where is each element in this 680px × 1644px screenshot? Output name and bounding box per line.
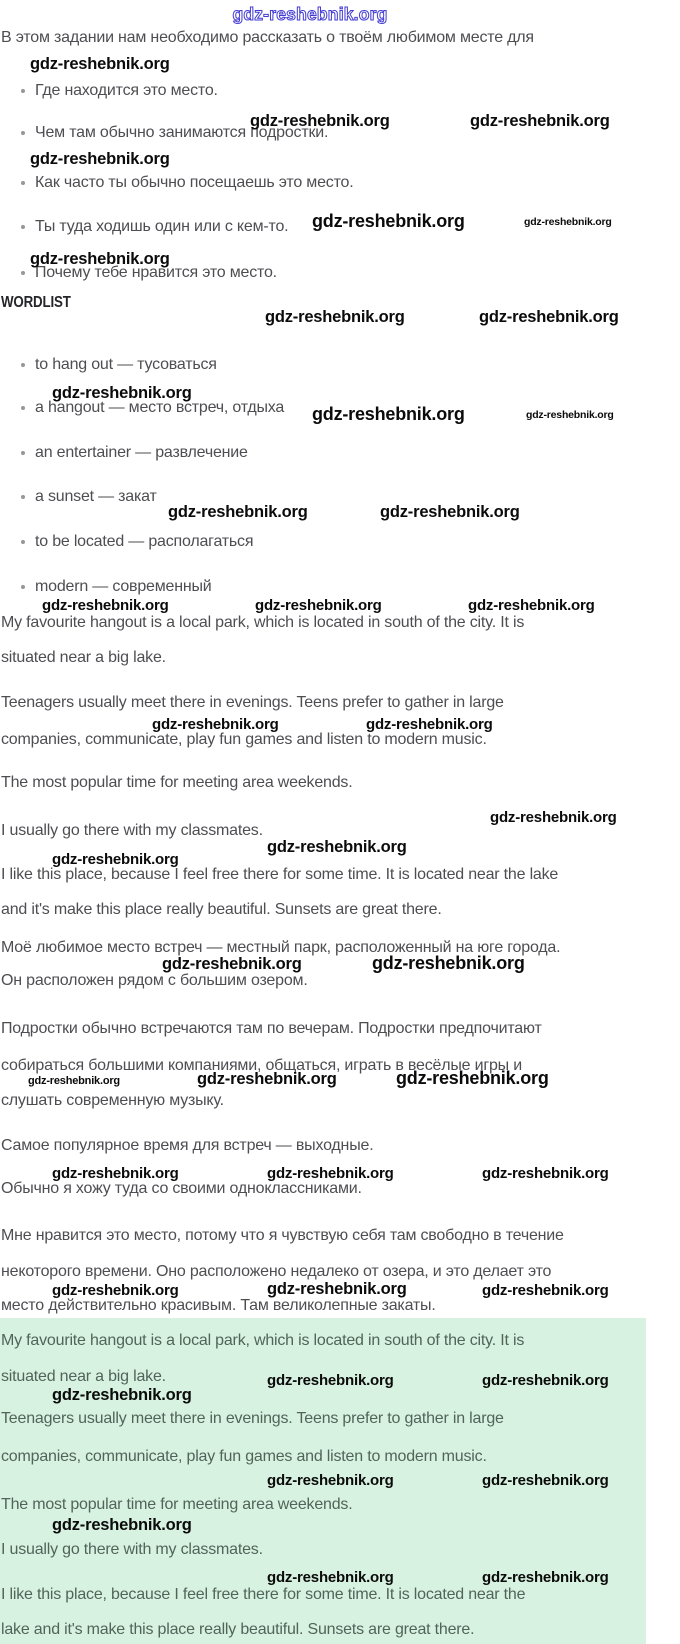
intro-line — [1, 29, 534, 47]
wordlist-heading: WORDLIST — [1, 294, 71, 311]
wordlist-item — [35, 533, 253, 551]
watermark: gdz-reshebnik.org — [479, 308, 619, 326]
watermark: gdz-reshebnik.org — [468, 597, 595, 614]
answer-ru-line — [1, 1227, 564, 1245]
text: to hang out — тусоваться — [35, 356, 217, 373]
answer-en-line — [1, 731, 487, 749]
bullet-dot — [21, 131, 25, 135]
task-item — [35, 174, 353, 192]
highlighted-answer-line — [1, 1410, 504, 1428]
watermark: gdz-reshebnik.org — [267, 1472, 394, 1489]
text: a hangout — место встреч, отдыха — [35, 399, 285, 416]
answer-ru-line — [1, 1092, 224, 1110]
answer-en-line — [1, 901, 442, 919]
watermark: gdz-reshebnik.org — [52, 1386, 192, 1404]
highlighted-answer-line — [1, 1368, 166, 1386]
text: I usually go there with my classmates. — [1, 1541, 263, 1558]
watermark: gdz-reshebnik.org — [28, 1075, 120, 1087]
watermark: gdz-reshebnik.org — [255, 597, 382, 614]
answer-en-line — [1, 774, 352, 792]
answer-en-line — [1, 866, 558, 884]
text: место действительно красивым. Там великолепные закаты. — [1, 1297, 436, 1314]
text: an entertainer — развлечение — [35, 444, 248, 461]
watermark: gdz-reshebnik.org — [52, 1516, 192, 1534]
bullet-dot — [21, 89, 25, 93]
answer-ru-line — [1, 1297, 436, 1315]
text: The most popular time for meeting area weekends. — [1, 1496, 353, 1513]
answer-ru-line — [1, 1137, 373, 1155]
text: situated near a big lake. — [1, 649, 166, 666]
bullet-dot — [21, 363, 25, 367]
text: Моё любимое место встреч — местный парк, расположенный на юге города. — [1, 939, 561, 956]
text: Самое популярное время для встреч — выходные. — [1, 1137, 374, 1154]
watermark: gdz-reshebnik.org — [380, 503, 520, 521]
text: companies, communicate, play fun games and listen to modern music. — [1, 731, 487, 748]
text: I usually go there with my classmates. — [1, 822, 263, 839]
text: Подростки обычно встречаются там по вечерам. Подростки предпочитают — [1, 1020, 542, 1037]
watermark: gdz-reshebnik.org — [197, 1070, 337, 1088]
text: Ты туда ходишь один или с кем-то. — [35, 218, 289, 235]
highlighted-answer-line — [1, 1332, 524, 1350]
watermark: gdz-reshebnik.org — [312, 404, 465, 424]
answer-ru-line — [1, 972, 308, 990]
text: I like this place, because I feel free there for some time. It is located near the lake — [1, 866, 559, 883]
text: lake and it's make this place really beautiful. Sunsets are great there. — [1, 1621, 475, 1638]
text: to be located — располагаться — [35, 533, 254, 550]
watermark: gdz-reshebnik.org — [482, 1472, 609, 1489]
text: слушать современную музыку. — [1, 1092, 224, 1109]
watermark: gdz-reshebnik.org — [372, 953, 525, 973]
watermark: gdz-reshebnik.org — [482, 1282, 609, 1299]
watermark: gdz-reshebnik.org — [267, 1165, 394, 1182]
watermark: gdz-reshebnik.org — [42, 597, 169, 614]
watermark: gdz-reshebnik.org — [482, 1165, 609, 1182]
header-watermark: gdz-reshebnik.org — [232, 4, 388, 24]
text: Почему тебе нравится это место. — [35, 264, 277, 281]
watermark: gdz-reshebnik.org — [168, 503, 308, 521]
watermark: gdz-reshebnik.org — [482, 1569, 609, 1586]
watermark: gdz-reshebnik.org — [30, 55, 170, 73]
text: Мне нравится это место, потому что я чувствую себя там свободно в течение — [1, 1227, 564, 1244]
bullet-dot — [21, 495, 25, 499]
watermark: gdz-reshebnik.org — [52, 384, 192, 402]
bullet-dot — [21, 271, 25, 275]
text: собираться большими компаниями, общаться, играть в весёлые игры и — [1, 1057, 522, 1074]
text: Где находится это место. — [35, 82, 218, 99]
watermark: gdz-reshebnik.org — [524, 216, 612, 228]
watermark: gdz-reshebnik.org — [52, 1282, 179, 1299]
bullet-dot — [21, 585, 25, 589]
watermark: gdz-reshebnik.org — [265, 308, 405, 326]
text: The most popular time for meeting area weekends. — [1, 774, 353, 791]
watermark: gdz-reshebnik.org — [52, 1165, 179, 1182]
bullet-dot — [21, 406, 25, 410]
text: В этом задании нам необходимо рассказать о твоём любимом месте для — [1, 29, 534, 46]
text: Teenagers usually meet there in evenings. Teens prefer to gather in large — [1, 694, 504, 711]
answer-en-line — [1, 822, 263, 840]
watermark: gdz-reshebnik.org — [267, 1372, 394, 1389]
watermark: gdz-reshebnik.org — [30, 150, 170, 168]
text: некоторого времени. Оно расположено недалеко от озера, и это делает это — [1, 1263, 552, 1280]
text: My favourite hangout is a local park, which is located in south of the city. It is — [1, 614, 525, 631]
highlighted-answer-line — [1, 1496, 352, 1514]
watermark: gdz-reshebnik.org — [152, 716, 279, 733]
text: companies, communicate, play fun games and listen to modern music. — [1, 1448, 487, 1465]
answer-en-line — [1, 649, 166, 667]
watermark: gdz-reshebnik.org — [267, 1280, 407, 1298]
wordlist-item — [35, 578, 212, 596]
watermark: gdz-reshebnik.org — [396, 1068, 549, 1088]
text: Teenagers usually meet there in evenings. Teens prefer to gather in large — [1, 1410, 504, 1427]
answer-ru-line — [1, 1180, 362, 1198]
watermark: gdz-reshebnik.org — [470, 112, 610, 130]
bullet-dot — [21, 181, 25, 185]
text: a sunset — закат — [35, 488, 157, 505]
text: Обычно я хожу туда со своими одноклассниками. — [1, 1180, 362, 1197]
watermark: gdz-reshebnik.org — [312, 211, 465, 231]
text: I like this place, because I feel free there for some time. It is located near the — [1, 1586, 526, 1603]
watermark: gdz-reshebnik.org — [366, 716, 493, 733]
watermark: gdz-reshebnik.org — [267, 838, 407, 856]
watermark: gdz-reshebnik.org — [526, 409, 614, 421]
text: My favourite hangout is a local park, which is located in south of the city. It is — [1, 1332, 525, 1349]
wordlist-item — [35, 444, 248, 462]
watermark: gdz-reshebnik.org — [30, 250, 170, 268]
text: situated near a big lake. — [1, 1368, 166, 1385]
wordlist-item — [35, 356, 217, 374]
text: Он расположен рядом с большим озером. — [1, 972, 308, 989]
bullet-dot — [21, 451, 25, 455]
highlighted-answer-line — [1, 1621, 474, 1639]
task-item — [35, 82, 218, 100]
watermark: gdz-reshebnik.org — [162, 955, 302, 973]
wordlist-item — [35, 488, 157, 506]
answer-ru-line — [1, 1263, 551, 1281]
text: Как часто ты обычно посещаешь это место. — [35, 174, 354, 191]
watermark: gdz-reshebnik.org — [52, 851, 179, 868]
text: and it's make this place really beautiful. Sunsets are great there. — [1, 901, 442, 918]
watermark: gdz-reshebnik.org — [490, 809, 617, 826]
text: modern — современный — [35, 578, 212, 595]
text: Чем там обычно занимаются подростки. — [35, 124, 329, 141]
highlighted-answer-line — [1, 1448, 487, 1466]
task-item — [35, 218, 288, 236]
bullet-dot — [21, 225, 25, 229]
answer-ru-line — [1, 1020, 542, 1038]
bullet-dot — [21, 540, 25, 544]
highlighted-answer-line — [1, 1586, 525, 1604]
watermark: gdz-reshebnik.org — [250, 112, 390, 130]
watermark: gdz-reshebnik.org — [482, 1372, 609, 1389]
answer-en-line — [1, 614, 524, 632]
answer-en-line — [1, 694, 504, 712]
highlighted-answer-line — [1, 1541, 263, 1559]
watermark: gdz-reshebnik.org — [267, 1569, 394, 1586]
